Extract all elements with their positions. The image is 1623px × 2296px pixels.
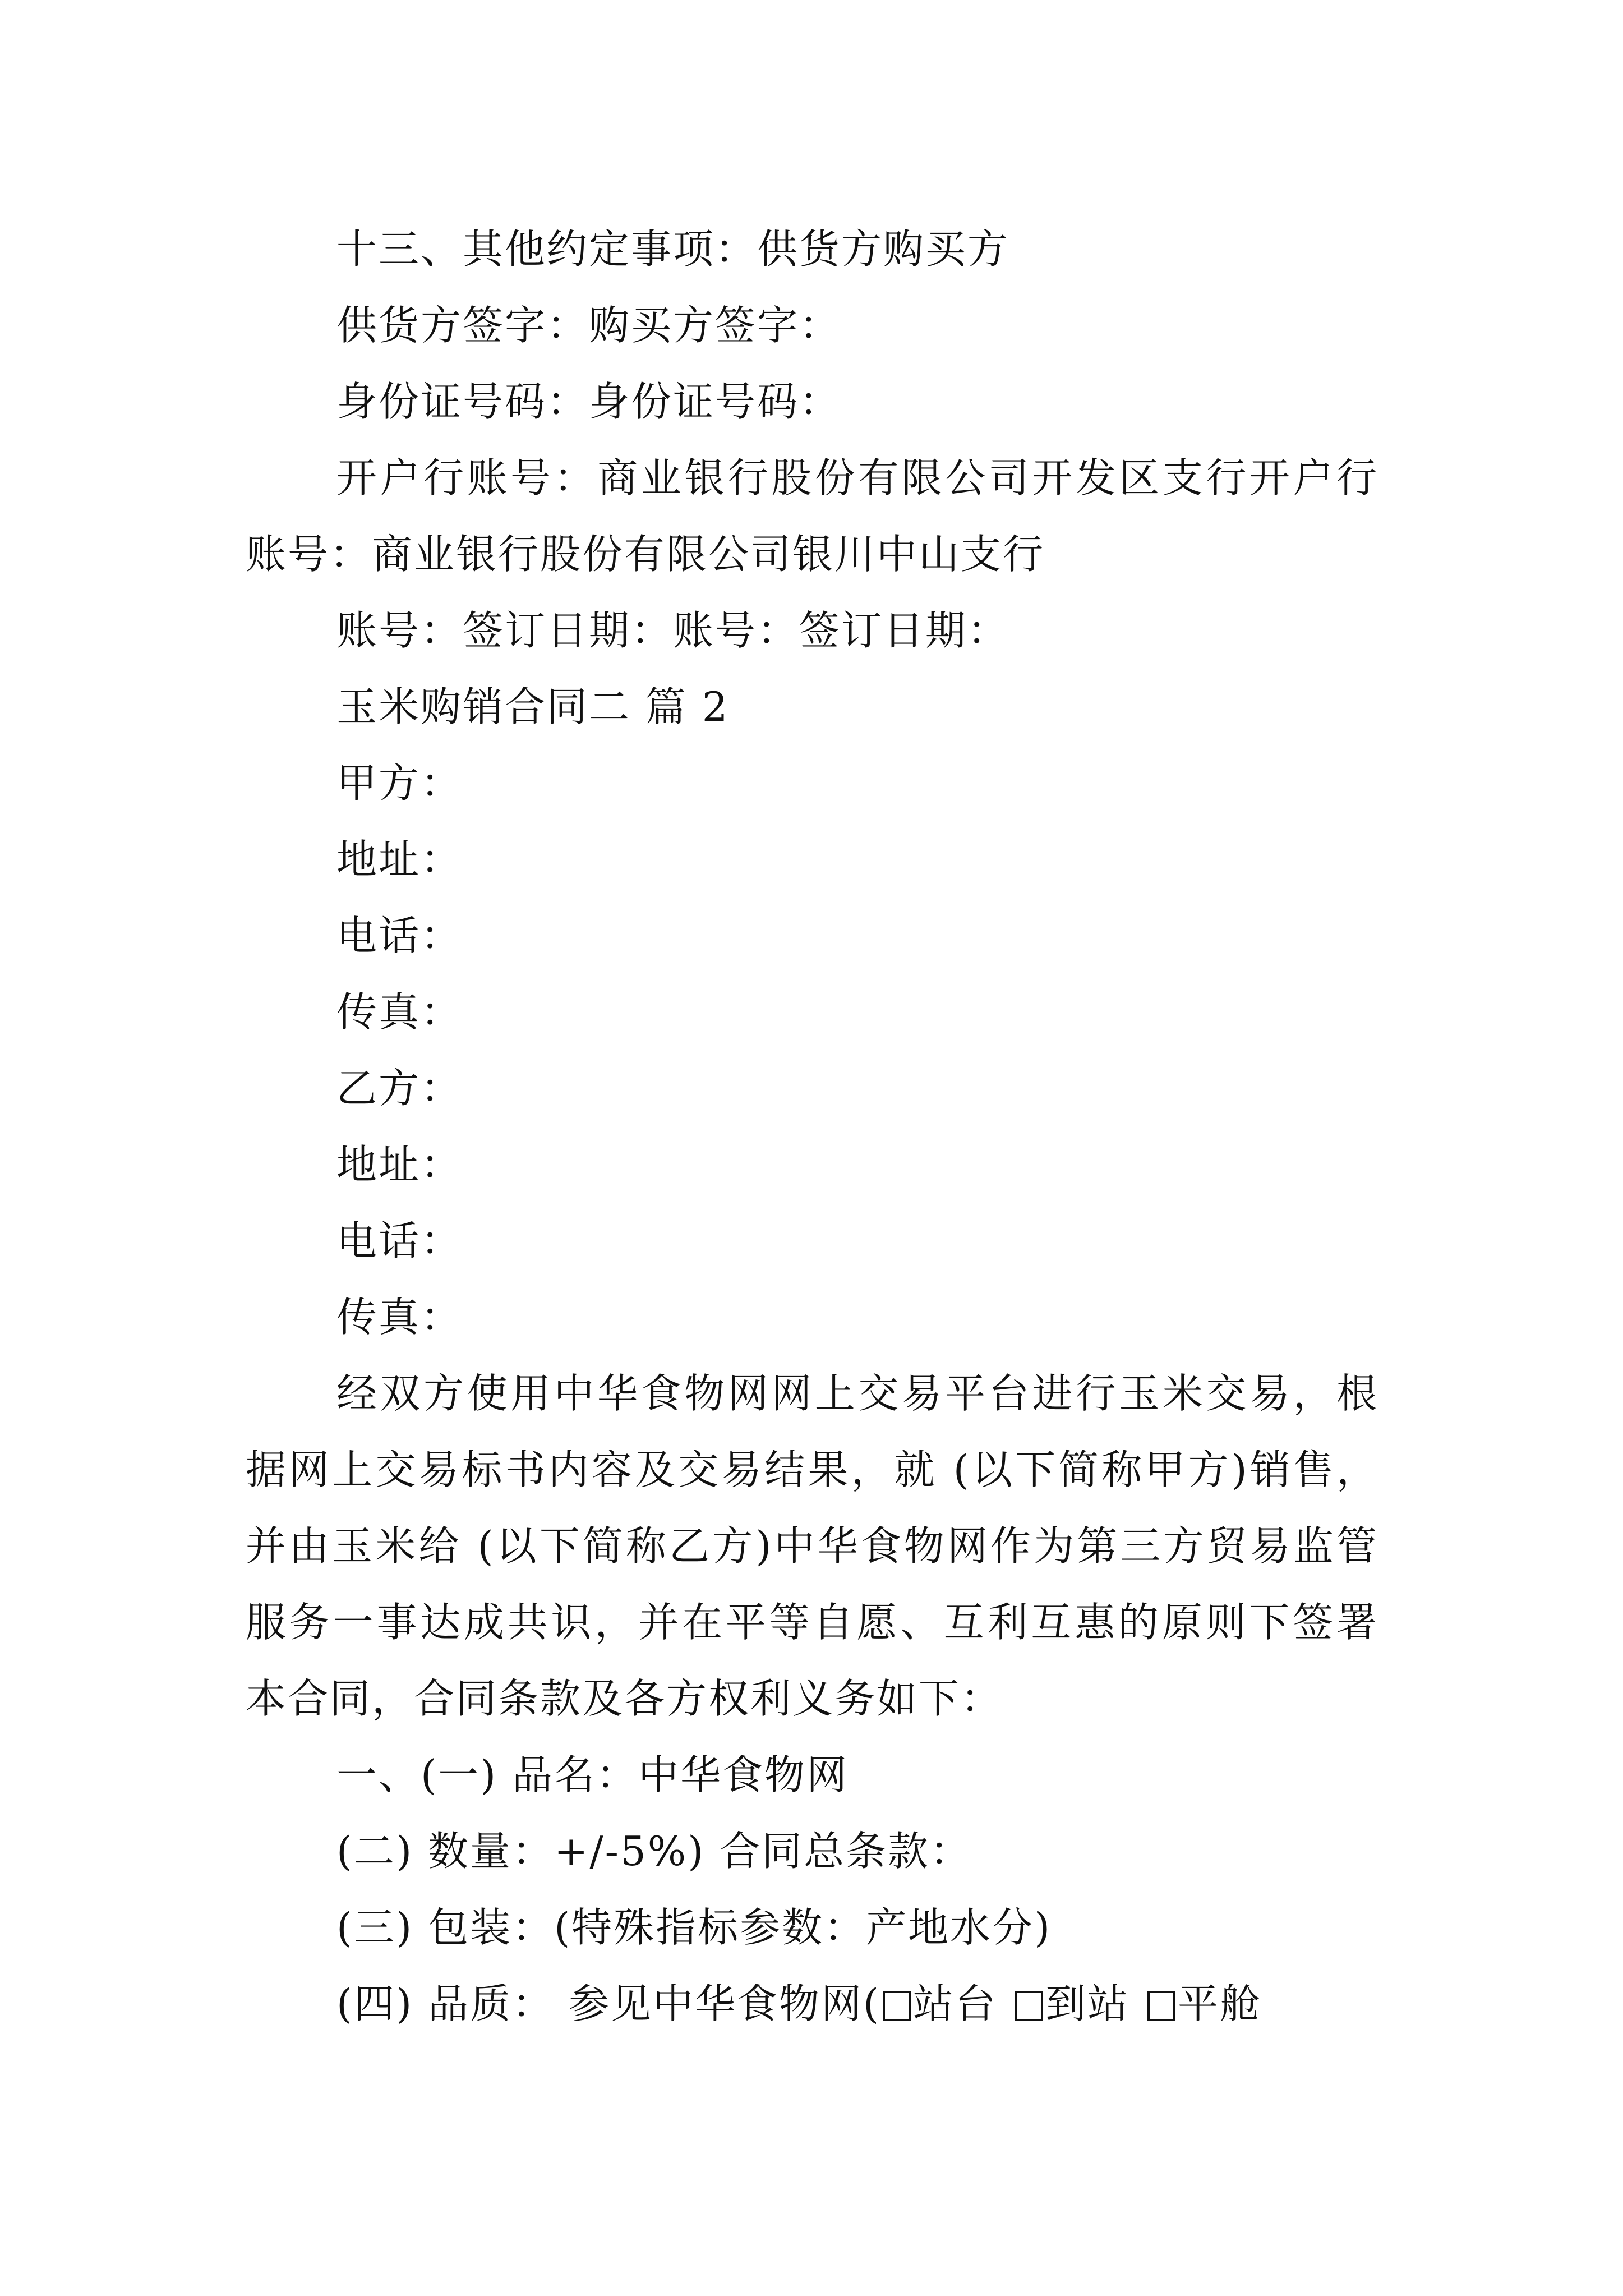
- item-3-packaging: (三) 包装：(特殊指标参数：产地水分): [336, 1904, 1052, 1951]
- item-4-prefix: (四) 品质： 参见中华食物网(: [336, 1980, 881, 2027]
- checkbox-icon[interactable]: [1015, 1991, 1043, 2021]
- clause-13-line: 十三、其他约定事项：供货方购买方: [336, 226, 1010, 273]
- party-a-fax-label: 传真：: [336, 988, 463, 1036]
- party-b-label: 乙方：: [336, 1065, 463, 1112]
- option-arrival-label: 到站: [1045, 1980, 1130, 2027]
- option-platform-label: 站台: [913, 1980, 998, 2027]
- checkbox-icon[interactable]: [1147, 1991, 1175, 2021]
- party-a-phone-label: 电话：: [336, 912, 463, 959]
- bank-account-paragraph: 开户行账号：商业银行股份有限公司开发区支行开户行账号：商业银行股份有限公司银川中山支行: [246, 454, 1378, 578]
- item-1-product-name: 一、(一) 品名：中华食物网: [336, 1751, 849, 1798]
- option-trimmed-label: 平舱: [1178, 1980, 1262, 2027]
- preamble-paragraph: 经双方使用中华食物网网上交易平台进行玉米交易，根据网上交易标书内容及交易结果，就 (以下简称甲方)销售，并由玉米给 (以下简称乙方)中华食物网作为第三方贸易监管服务一事达成共识，并在平等自愿、互利互惠的原则下签署本合同，合同条款及各方权利义务如下：: [246, 1370, 1378, 1722]
- party-b-phone-label: 电话：: [336, 1217, 463, 1264]
- id-number-line: 身份证号码：身份证号码：: [336, 378, 842, 425]
- party-a-address-label: 地址：: [336, 836, 463, 883]
- item-2-quantity: (二) 数量：+/-5%) 合同总条款：: [336, 1828, 972, 1875]
- party-b-address-label: 地址：: [336, 1141, 463, 1188]
- item-4-quality: [246, 1966, 1378, 2042]
- signature-line: 供货方签字：购买方签字：: [336, 302, 842, 349]
- party-b-fax-label: 传真：: [336, 1294, 463, 1341]
- checkbox-icon[interactable]: [883, 1991, 911, 2021]
- party-a-label: 甲方：: [336, 760, 463, 807]
- account-date-line: 账号：签订日期：账号：签订日期：: [336, 607, 1010, 654]
- section-heading: 玉米购销合同二 篇 2: [336, 683, 730, 730]
- document-body: [246, 211, 1378, 2042]
